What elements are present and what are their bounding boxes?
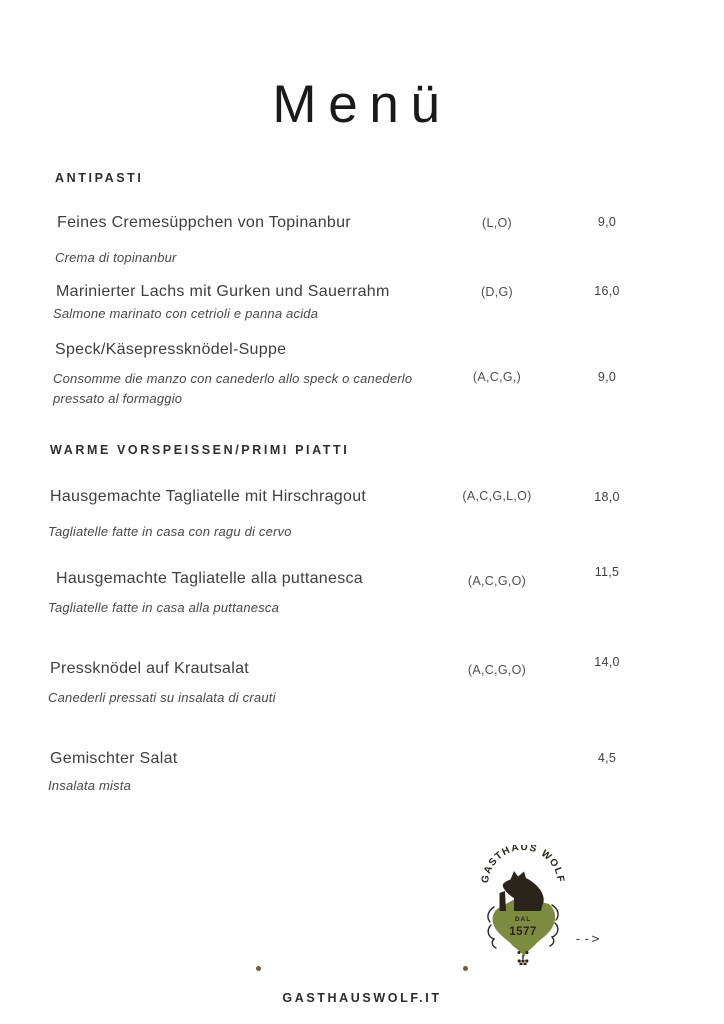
item-allergens: (A,C,G,O) xyxy=(467,663,527,677)
arrow-text: --> xyxy=(574,932,601,947)
dot-separator xyxy=(463,966,468,971)
item-price: 11,5 xyxy=(594,565,620,579)
svg-text:DAL: DAL xyxy=(514,916,532,923)
item-name: Hausgemachte Tagliatelle alla puttanesca xyxy=(56,570,364,587)
item-name: Hausgemachte Tagliatelle mit Hirschragout xyxy=(50,488,367,505)
item-description: Canederli pressati su insalata di crauti xyxy=(48,690,276,705)
item-name: Gemischter Salat xyxy=(50,750,178,767)
item-name: Feines Cremesüppchen von Topinanbur xyxy=(57,214,351,231)
item-description: Tagliatelle fatte in casa con ragu di cervo xyxy=(48,524,292,539)
item-description: Tagliatelle fatte in casa alla puttanesca xyxy=(48,600,280,615)
logo-arc-text: GASTHAUS WOLF xyxy=(479,845,567,884)
item-allergens: (A,C,G,L,O) xyxy=(462,489,532,503)
item-name: Marinierter Lachs mit Gurken und Sauerrahm xyxy=(56,283,390,300)
dot-separator xyxy=(256,966,261,971)
item-allergens: (D,G) xyxy=(480,285,514,299)
item-price: 16,0 xyxy=(594,284,620,298)
item-description: Consomme die manzo con canederlo allo speck o canederlo pressato al formaggio xyxy=(53,371,413,407)
item-description: Salmone marinato con cetrioli e panna acida xyxy=(53,306,319,321)
item-price: 9,0 xyxy=(597,215,617,229)
item-allergens: (A,C,G,O) xyxy=(467,574,527,588)
item-allergens: (L,O) xyxy=(482,216,512,230)
section-heading-antipasti: ANTIPASTI xyxy=(55,171,144,185)
item-name: Speck/Käsepressknödel-Suppe xyxy=(55,341,287,358)
item-allergens: (A,C,G,) xyxy=(472,370,522,384)
section-heading-warme-vorspeissen: WARME VORSPEISSEN/PRIMI PIATTI xyxy=(50,443,350,457)
logo-emblem-icon xyxy=(478,845,568,965)
item-price: 9,0 xyxy=(597,370,617,384)
svg-text:1577: 1577 xyxy=(509,926,537,938)
item-price: 18,0 xyxy=(594,490,620,504)
page-title: Menü xyxy=(272,75,452,134)
gasthaus-wolf-logo xyxy=(478,845,568,965)
footer-website: GASTHAUSWOLF.IT xyxy=(282,991,442,1005)
item-price: 14,0 xyxy=(594,655,620,669)
item-name: Pressknödel auf Krautsalat xyxy=(50,660,250,677)
item-price: 4,5 xyxy=(597,751,617,765)
item-description: Crema di topinanbur xyxy=(55,250,177,265)
item-description: Insalata mista xyxy=(48,778,132,793)
